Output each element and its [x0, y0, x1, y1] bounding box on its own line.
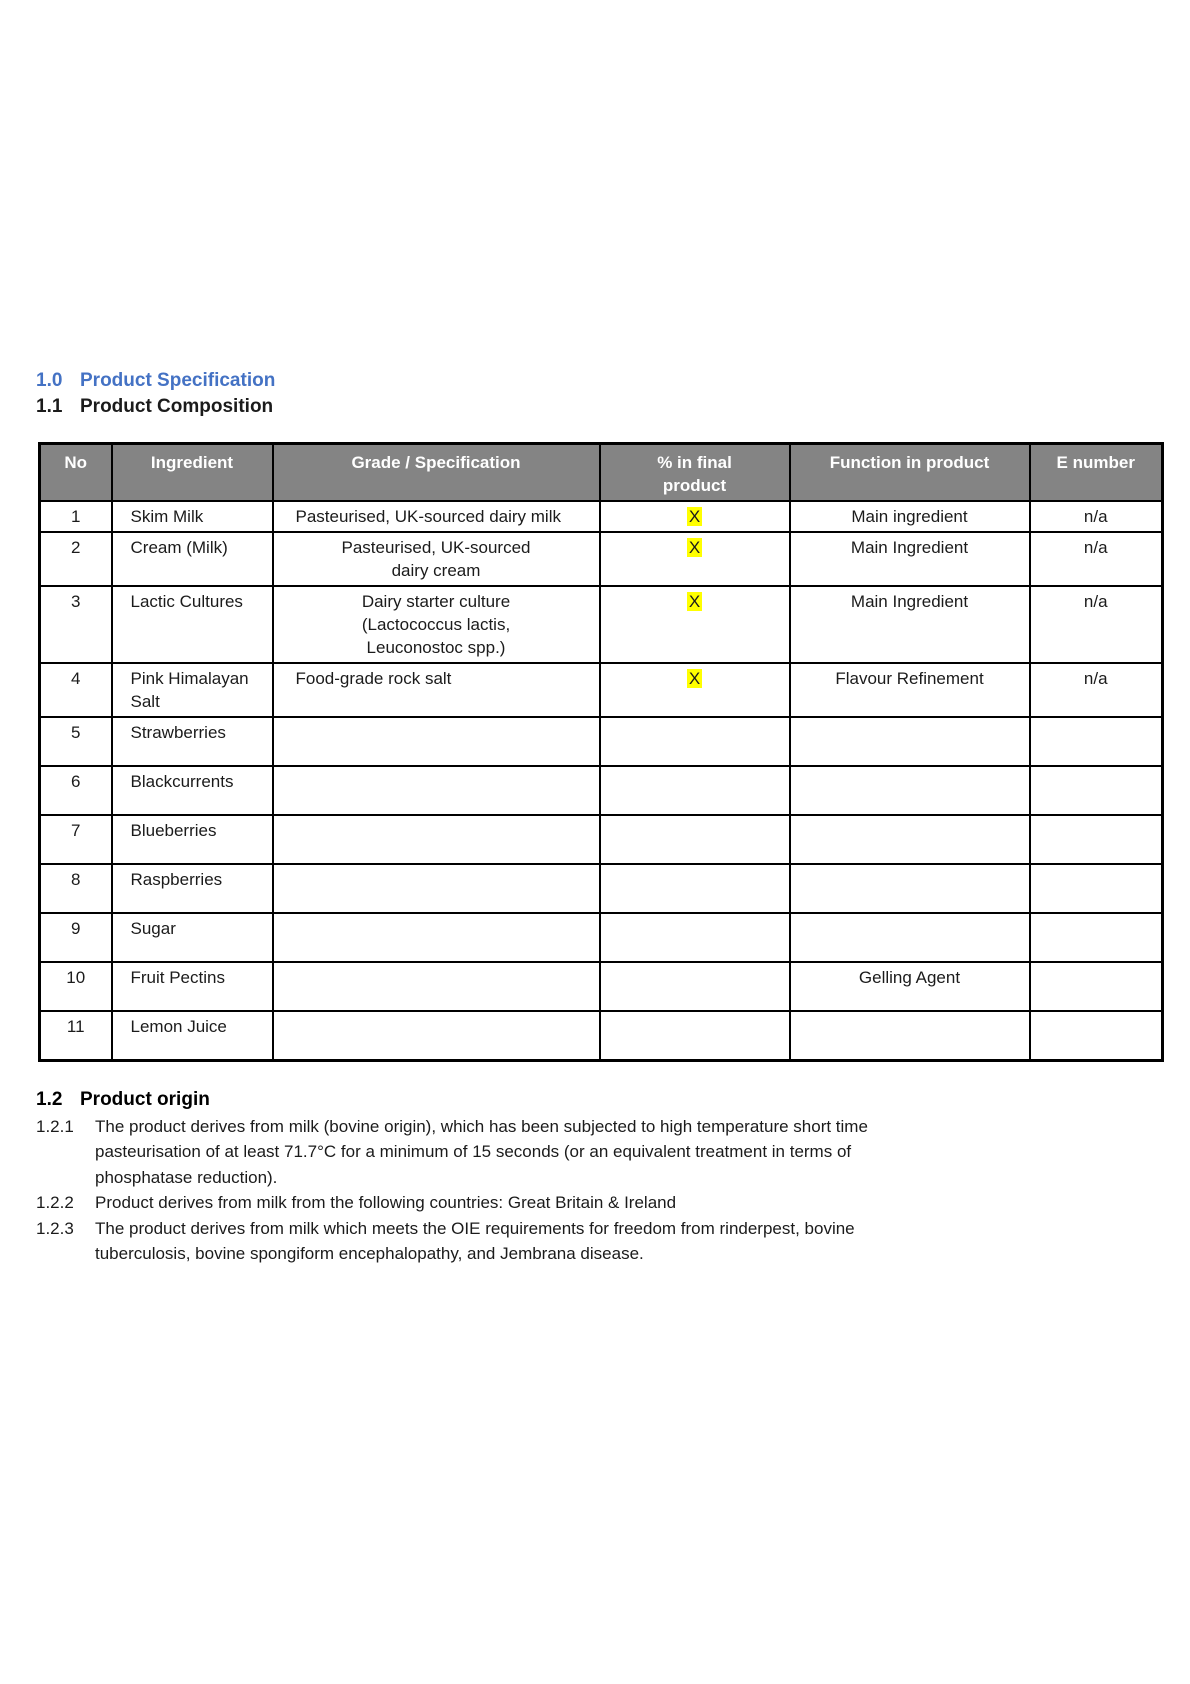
column-header-4: Function in product: [790, 444, 1030, 502]
cell-percent-in-final-product: [600, 586, 790, 663]
cell-e-number: n/a: [1030, 663, 1163, 717]
cell-function: [790, 913, 1030, 962]
cell-percent-in-final-product: [600, 532, 790, 586]
cell-e-number: n/a: [1030, 532, 1163, 586]
clause-line: The product derives from milk (bovine origin), which has been subjected to high temperature short time: [95, 1116, 868, 1136]
cell-grade: [273, 962, 600, 1011]
cell-ingredient: Raspberries: [112, 864, 273, 913]
cell-e-number: [1030, 717, 1163, 766]
cell-e-number: [1030, 864, 1163, 913]
table-row: [40, 815, 1163, 864]
clause-text: [95, 1216, 855, 1267]
clause-text: [95, 1190, 676, 1216]
cell-e-number: n/a: [1030, 586, 1163, 663]
table-row: [40, 1011, 1163, 1060]
cell-percent-in-final-product: [600, 663, 790, 717]
clause-1.2.3: [36, 1216, 1190, 1267]
highlighted-x: X: [688, 538, 701, 557]
cell-e-number: [1030, 766, 1163, 815]
cell-ingredient: Cream (Milk): [112, 532, 273, 586]
table-row: [40, 766, 1163, 815]
table-row: [40, 663, 1163, 717]
cell-function: Main Ingredient: [790, 586, 1030, 663]
cell-grade: Pasteurised, UK-sourced dairy cream: [273, 532, 600, 586]
clause-text: [95, 1114, 868, 1191]
cell-grade: [273, 717, 600, 766]
cell-percent-in-final-product: [600, 766, 790, 815]
section-title: Product origin: [80, 1088, 210, 1110]
cell-percent-in-final-product: [600, 913, 790, 962]
cell-ingredient: Sugar: [112, 913, 273, 962]
cell-no: 6: [40, 766, 112, 815]
cell-grade: [273, 1011, 600, 1060]
section-number: 1.1: [36, 396, 63, 417]
cell-grade: [273, 864, 600, 913]
cell-no: 7: [40, 815, 112, 864]
cell-no: 3: [40, 586, 112, 663]
cell-no: 8: [40, 864, 112, 913]
clause-line: Product derives from milk from the following countries: Great Britain & Ireland: [95, 1193, 677, 1212]
cell-ingredient: Skim Milk: [112, 501, 273, 532]
column-header-5: E number: [1030, 444, 1163, 502]
clause-line: pasteurisation of at least 71.7°C for a minimum of 15 seconds (or an equivalent treatment in terms of: [95, 1142, 852, 1161]
clause-number: 1.2.1: [36, 1116, 74, 1136]
clause-line: The product derives from milk which meets the OIE requirements for freedom from rinderpest, bovine: [95, 1218, 855, 1238]
cell-ingredient: Lactic Cultures: [112, 586, 273, 663]
cell-percent-in-final-product: [600, 962, 790, 1011]
clause-number: 1.2.2: [36, 1193, 74, 1212]
section-title: Product Composition: [80, 396, 274, 417]
highlighted-x: X: [688, 592, 701, 611]
table-row: [40, 586, 1163, 663]
cell-no: 9: [40, 913, 112, 962]
cell-function: Gelling Agent: [790, 962, 1030, 1011]
cell-percent-in-final-product: [600, 501, 790, 532]
cell-percent-in-final-product: [600, 864, 790, 913]
clause-line: tuberculosis, bovine spongiform encephalopathy, and Jembrana disease.: [95, 1244, 644, 1263]
section-heading-1-0: [36, 368, 1190, 394]
cell-no: 1: [40, 501, 112, 532]
cell-ingredient: Lemon Juice: [112, 1011, 273, 1060]
section-title: Product Specification: [80, 370, 276, 391]
clause-line: phosphatase reduction).: [95, 1167, 278, 1187]
section-heading-1-1: [36, 394, 1190, 420]
cell-percent-in-final-product: [600, 717, 790, 766]
cell-grade: [273, 913, 600, 962]
highlighted-x: X: [688, 507, 701, 526]
table-row: [40, 864, 1163, 913]
cell-e-number: n/a: [1030, 501, 1163, 532]
cell-ingredient: Strawberries: [112, 717, 273, 766]
section-heading-1-2: [36, 1087, 1190, 1113]
cell-no: 2: [40, 532, 112, 586]
table-row: [40, 501, 1163, 532]
cell-function: Main ingredient: [790, 501, 1030, 532]
cell-ingredient: Blackcurrents: [112, 766, 273, 815]
table-header-row: [40, 444, 1163, 502]
cell-grade: Pasteurised, UK-sourced dairy milk: [273, 501, 600, 532]
cell-no: 4: [40, 663, 112, 717]
cell-no: 10: [40, 962, 112, 1011]
cell-grade: Food-grade rock salt: [273, 663, 600, 717]
cell-e-number: [1030, 962, 1163, 1011]
table-row: [40, 913, 1163, 962]
product-composition-table: [38, 442, 1164, 1062]
clause-1.2.2: [36, 1190, 1190, 1216]
cell-function: [790, 717, 1030, 766]
cell-percent-in-final-product: [600, 1011, 790, 1060]
cell-e-number: [1030, 913, 1163, 962]
clause-1.2.1: [36, 1114, 1190, 1191]
cell-function: [790, 815, 1030, 864]
column-header-1: Ingredient: [112, 444, 273, 502]
column-header-3: % in final product: [600, 444, 790, 502]
section-number: 1.0: [36, 370, 63, 391]
cell-ingredient: Blueberries: [112, 815, 273, 864]
table-row: [40, 962, 1163, 1011]
cell-function: Flavour Refinement: [790, 663, 1030, 717]
cell-function: Main Ingredient: [790, 532, 1030, 586]
cell-no: 5: [40, 717, 112, 766]
cell-function: [790, 1011, 1030, 1060]
table-row: [40, 532, 1163, 586]
column-header-0: No: [40, 444, 112, 502]
cell-e-number: [1030, 815, 1163, 864]
cell-ingredient: Fruit Pectins: [112, 962, 273, 1011]
section-number: 1.2: [36, 1088, 63, 1110]
cell-grade: [273, 815, 600, 864]
cell-percent-in-final-product: [600, 815, 790, 864]
cell-function: [790, 864, 1030, 913]
cell-function: [790, 766, 1030, 815]
cell-e-number: [1030, 1011, 1163, 1060]
cell-grade: Dairy starter culture (Lactococcus lactis, Leuconostoc spp.): [273, 586, 600, 663]
table-row: [40, 717, 1163, 766]
cell-grade: [273, 766, 600, 815]
cell-no: 11: [40, 1011, 112, 1060]
column-header-2: Grade / Specification: [273, 444, 600, 502]
highlighted-x: X: [688, 669, 701, 688]
product-origin-clauses: [36, 1114, 1190, 1267]
clause-number: 1.2.3: [36, 1218, 74, 1238]
cell-ingredient: Pink Himalayan Salt: [112, 663, 273, 717]
